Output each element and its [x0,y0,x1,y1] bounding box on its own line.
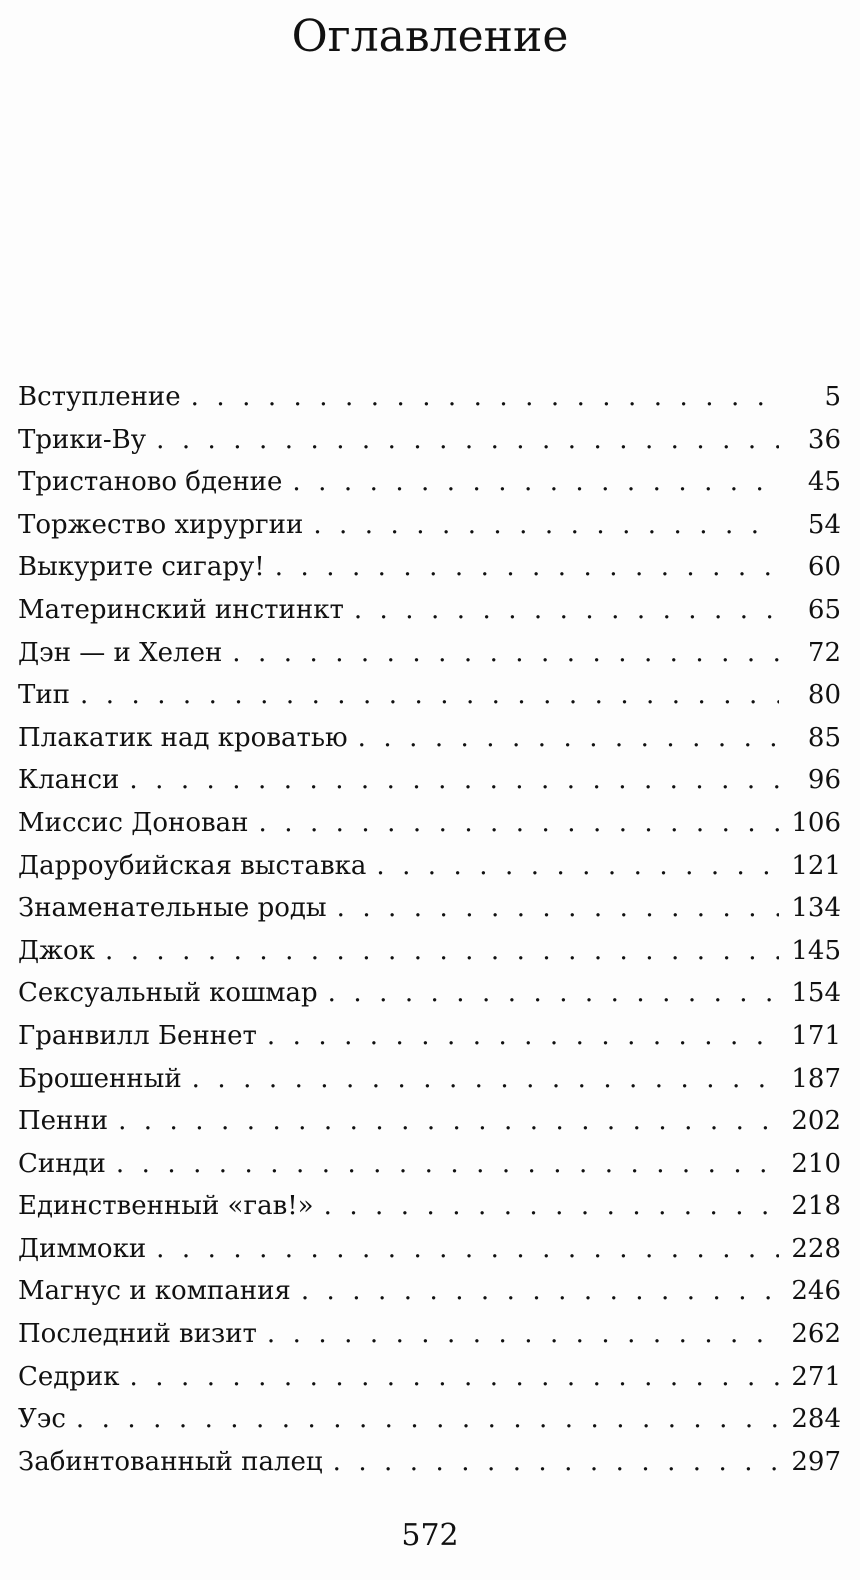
toc-entry [18,1143,841,1186]
toc-entry-page: 121 [791,850,841,881]
toc-entry [18,504,841,547]
dot-leader [105,930,779,973]
dot-leader [333,1441,779,1484]
toc-entry [18,632,841,675]
toc-entry-title: Плакатик над кроватью [18,722,348,753]
toc-entry [18,1356,841,1399]
dot-leader [267,1015,779,1058]
toc-entry-title: Пенни [18,1106,109,1137]
toc-entry-title: Тристаново бдение [18,467,283,498]
dot-leader [376,845,779,888]
dot-leader [301,1270,779,1313]
dot-leader [232,632,779,675]
toc-entry-title: Вступление [18,382,181,412]
dot-leader [192,1058,779,1101]
toc-entry-page: 218 [791,1191,841,1222]
toc-entry-page: 171 [791,1020,841,1051]
toc-entry-page: 72 [807,637,841,668]
dot-leader [324,1185,779,1228]
table-of-contents [18,376,841,1483]
toc-entry-title: Гранвилл Беннет [18,1020,257,1051]
toc-entry-page: 246 [791,1276,841,1307]
toc-entry-title: Сексуальный кошмар [18,978,318,1009]
dot-leader [292,461,779,504]
toc-entry-title: Дарроубийская выставка [18,850,367,881]
toc-entry-title: Брошенный [18,1063,182,1094]
toc-entry-title: Забинтованный палец [18,1446,323,1477]
toc-entry [18,1228,841,1271]
toc-entry-title: Последний визит [18,1319,257,1350]
dot-leader [358,717,779,760]
toc-entry [18,1015,841,1058]
toc-entry-page: 5 [824,382,841,412]
toc-entry [18,1441,841,1484]
toc-entry [18,972,841,1015]
toc-entry [18,589,841,632]
toc-entry [18,802,841,845]
toc-entry-page: 36 [807,424,841,455]
toc-entry-title: Тип [18,680,70,711]
dot-leader [275,546,779,589]
toc-entry-page: 106 [791,807,841,838]
toc-entry [18,887,841,930]
toc-entry [18,1058,841,1101]
toc-entry-page: 96 [807,765,841,796]
toc-entry-title: Торжество хирургии [18,509,304,540]
toc-entry-page: 228 [791,1233,841,1264]
toc-entry-title: Выкурите сигару! [18,552,265,583]
dot-leader [129,759,779,802]
toc-entry-page: 134 [791,893,841,924]
toc-entry-page: 202 [791,1106,841,1137]
toc-entry-page: 60 [807,552,841,583]
dot-leader [130,1356,779,1399]
toc-entry-page: 45 [807,467,841,498]
dot-leader [267,1313,779,1356]
toc-entry-title: Миссис Донован [18,807,249,838]
toc-entry-title: Синди [18,1148,106,1179]
dot-leader [116,1143,779,1186]
toc-entry-title: Кланси [18,765,120,796]
dot-leader [337,887,779,930]
toc-entry [18,1100,841,1143]
dot-leader [80,674,779,717]
toc-entry [18,419,841,462]
dot-leader [313,504,779,547]
toc-entry [18,1270,841,1313]
toc-entry-title: Трики-Ву [18,424,147,455]
toc-entry-title: Седрик [18,1361,120,1392]
toc-entry-title: Магнус и компания [18,1276,291,1307]
page-title: Оглавление [291,11,569,62]
toc-entry [18,930,841,973]
toc-entry-title: Дэн — и Хелен [18,637,223,668]
dot-leader [76,1398,779,1441]
toc-entry [18,845,841,888]
toc-entry [18,717,841,760]
toc-entry [18,376,841,419]
toc-entry-title: Знаменательные роды [18,893,327,924]
toc-entry [18,759,841,802]
toc-entry-page: 145 [791,935,841,966]
toc-entry-title: Джок [18,935,95,966]
dot-leader [156,1228,779,1271]
toc-entry-page: 54 [807,509,841,540]
toc-entry-title: Материнский инстинкт [18,594,344,625]
page-number: 572 [401,1518,459,1553]
dot-leader [354,589,779,632]
toc-entry-page: 284 [791,1404,841,1435]
toc-entry-page: 80 [807,680,841,711]
toc-entry [18,546,841,589]
toc-entry [18,1313,841,1356]
dot-leader [118,1100,779,1143]
dot-leader [191,376,779,419]
toc-entry-page: 271 [791,1361,841,1392]
toc-entry-page: 210 [791,1148,841,1179]
toc-entry-page: 154 [791,978,841,1009]
toc-entry-page: 262 [791,1319,841,1350]
toc-entry [18,1398,841,1441]
toc-entry [18,1185,841,1228]
toc-entry-page: 297 [791,1446,841,1477]
toc-entry-page: 187 [791,1063,841,1094]
toc-entry [18,674,841,717]
dot-leader [156,419,779,462]
toc-entry-title: Уэс [18,1404,66,1435]
dot-leader [258,802,779,845]
dot-leader [328,972,779,1015]
toc-entry-page: 85 [807,722,841,753]
toc-entry-page: 65 [807,594,841,625]
toc-entry [18,461,841,504]
toc-entry-title: Единственный «гав!» [18,1191,314,1222]
toc-entry-title: Диммоки [18,1233,147,1264]
